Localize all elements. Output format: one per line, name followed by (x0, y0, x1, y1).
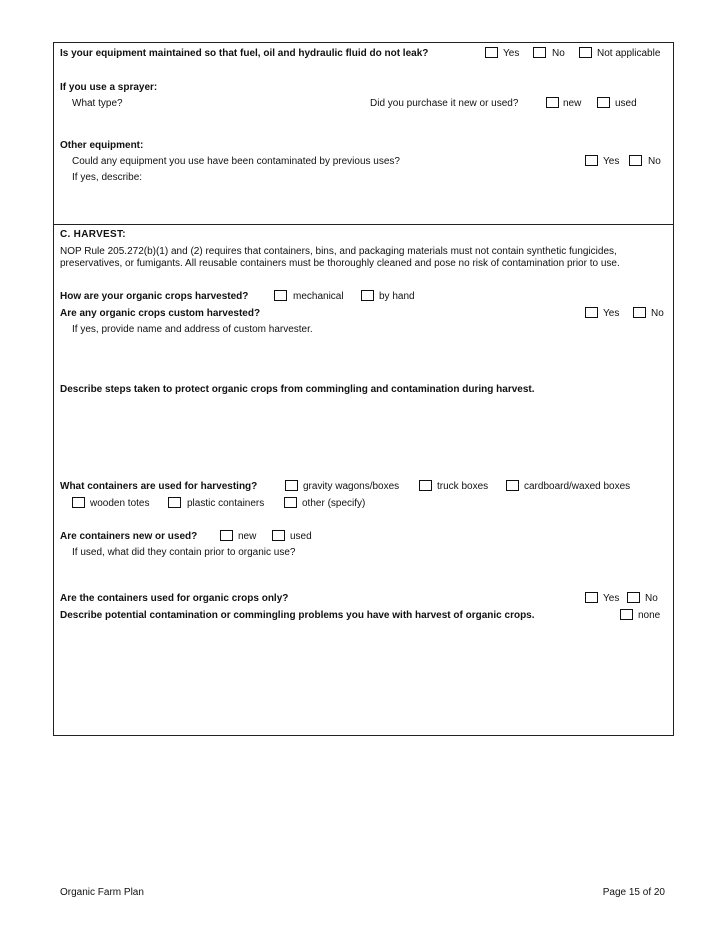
gravity-wagons-label: gravity wagons/boxes (303, 481, 400, 492)
plastic-containers-checkbox[interactable] (168, 497, 181, 508)
gravity-wagons-checkbox[interactable] (285, 480, 298, 491)
harvest-rule-text: NOP Rule 205.272(b)(1) and (2) requires that containers, bins, and packaging materials must not contain synthetic fungicides, preservatives, or fumigants. All reusable containers must be thoroughly cleaned and pose no risk of contamination prior to use. (60, 246, 620, 269)
containers-new-checkbox[interactable] (220, 530, 233, 541)
by-hand-checkbox[interactable] (361, 290, 374, 301)
equipment-section (53, 42, 674, 225)
contam-no-label: No (648, 156, 661, 167)
truck-boxes-checkbox[interactable] (419, 480, 432, 491)
wooden-totes-checkbox[interactable] (72, 497, 85, 508)
mechanical-label: mechanical (293, 291, 344, 302)
sprayer-new-label: new (563, 98, 582, 109)
sprayer-type-label: What type? (72, 98, 123, 109)
new-used-question: Are containers new or used? (60, 531, 198, 542)
harvest-heading: C. HARVEST: (60, 229, 126, 240)
protect-question: Describe steps taken to protect organic crops from commingling and contamination during harvest. (60, 384, 535, 395)
sprayer-heading: If you use a sprayer: (60, 82, 158, 93)
organic-only-no-label: No (645, 593, 658, 604)
contam-describe-label: If yes, describe: (72, 172, 143, 183)
leak-yes-label: Yes (503, 48, 520, 59)
plastic-containers-label: plastic containers (187, 498, 265, 509)
containers-question: What containers are used for harvesting? (60, 481, 258, 492)
footer-page-number: Page 15 of 20 (602, 887, 665, 898)
leak-question: Is your equipment maintained so that fuel, oil and hydraulic fluid do not leak? (60, 48, 429, 59)
leak-no-checkbox[interactable] (533, 47, 546, 58)
containers-new-label: new (238, 531, 257, 542)
prior-use-label: If used, what did they contain prior to organic use? (72, 547, 296, 558)
organic-only-yes-checkbox[interactable] (585, 592, 598, 603)
sprayer-purchase-label: Did you purchase it new or used? (370, 98, 519, 109)
custom-yes-label: Yes (603, 308, 620, 319)
problems-question: Describe potential contamination or commingling problems you have with harvest of organic crops. (60, 610, 535, 621)
organic-only-no-checkbox[interactable] (627, 592, 640, 603)
leak-na-checkbox[interactable] (579, 47, 592, 58)
custom-no-checkbox[interactable] (633, 307, 646, 318)
leak-yes-checkbox[interactable] (485, 47, 498, 58)
contam-question: Could any equipment you use have been contaminated by previous uses? (72, 156, 400, 167)
sprayer-used-label: used (615, 98, 637, 109)
other-equipment-heading: Other equipment: (60, 140, 144, 151)
organic-only-question: Are the containers used for organic crops only? (60, 593, 289, 604)
custom-yes-checkbox[interactable] (585, 307, 598, 318)
contam-yes-checkbox[interactable] (585, 155, 598, 166)
containers-used-label: used (290, 531, 312, 542)
contam-no-checkbox[interactable] (629, 155, 642, 166)
custom-harvest-question: Are any organic crops custom harvested? (60, 308, 261, 319)
sprayer-used-checkbox[interactable] (597, 97, 610, 108)
cardboard-boxes-label: cardboard/waxed boxes (524, 481, 631, 492)
by-hand-label: by hand (379, 291, 415, 302)
wooden-totes-label: wooden totes (90, 498, 150, 509)
other-specify-label: other (specify) (302, 498, 366, 509)
leak-no-label: No (552, 48, 565, 59)
custom-no-label: No (651, 308, 664, 319)
how-harvested-question: How are your organic crops harvested? (60, 291, 249, 302)
custom-provide-label: If yes, provide name and address of custom harvester. (72, 324, 313, 335)
leak-na-label: Not applicable (597, 48, 661, 59)
contam-yes-label: Yes (603, 156, 620, 167)
other-specify-checkbox[interactable] (284, 497, 297, 508)
truck-boxes-label: truck boxes (437, 481, 489, 492)
problems-none-label: none (638, 610, 661, 621)
footer-title: Organic Farm Plan (60, 887, 144, 898)
containers-used-checkbox[interactable] (272, 530, 285, 541)
mechanical-checkbox[interactable] (274, 290, 287, 301)
problems-none-checkbox[interactable] (620, 609, 633, 620)
organic-only-yes-label: Yes (603, 593, 620, 604)
cardboard-boxes-checkbox[interactable] (506, 480, 519, 491)
sprayer-new-checkbox[interactable] (546, 97, 559, 108)
